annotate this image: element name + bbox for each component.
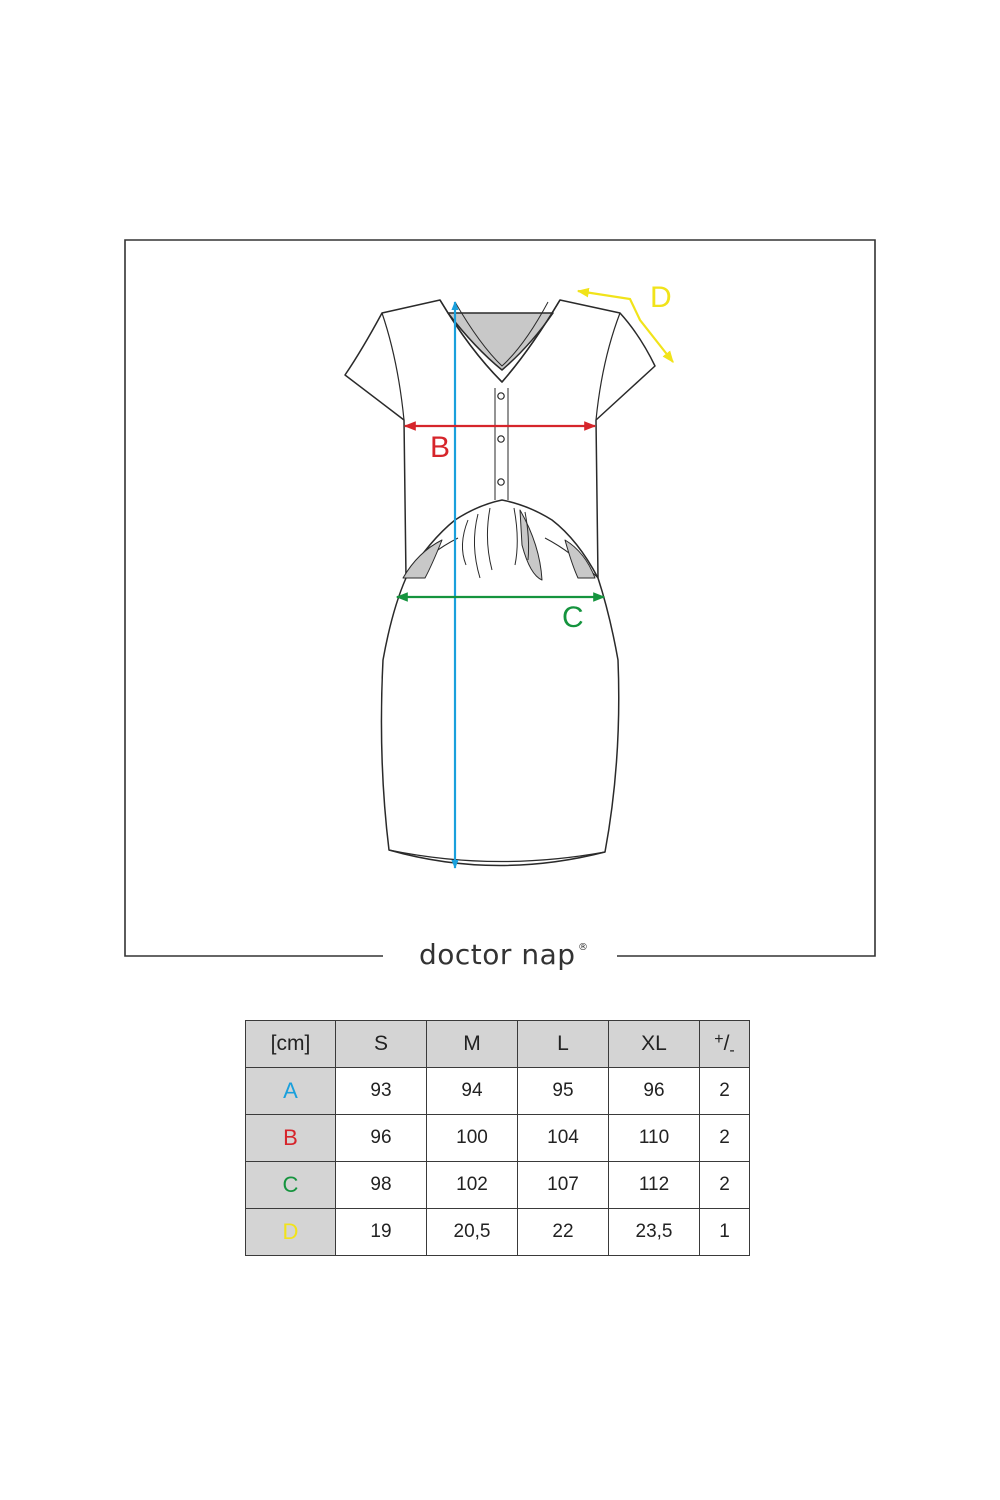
table-cell: 107 bbox=[518, 1162, 609, 1209]
brand-mark: ® bbox=[578, 942, 588, 953]
table-row bbox=[246, 1162, 750, 1209]
tolerance-cell: 2 bbox=[700, 1162, 750, 1209]
unit-header: [cm] bbox=[246, 1021, 336, 1068]
size-header-s: S bbox=[336, 1021, 427, 1068]
brand-name: doctor nap bbox=[419, 938, 576, 971]
dress-outline bbox=[345, 300, 655, 866]
label-b: B bbox=[430, 431, 451, 464]
table-row bbox=[246, 1115, 750, 1162]
brand-logo bbox=[419, 938, 588, 971]
table-cell: 20,5 bbox=[427, 1209, 518, 1256]
table-cell: 100 bbox=[427, 1115, 518, 1162]
table-cell: 102 bbox=[427, 1162, 518, 1209]
table-cell: 96 bbox=[609, 1068, 700, 1115]
table-cell: 112 bbox=[609, 1162, 700, 1209]
table-cell: 95 bbox=[518, 1068, 609, 1115]
row-label-d: D bbox=[246, 1209, 336, 1256]
row-label-a: A bbox=[246, 1068, 336, 1115]
tolerance-header bbox=[700, 1021, 750, 1068]
tolerance-cell: 2 bbox=[700, 1068, 750, 1115]
table-cell: 19 bbox=[336, 1209, 427, 1256]
table-row bbox=[246, 1068, 750, 1115]
table-cell: 94 bbox=[427, 1068, 518, 1115]
tolerance-cell: 2 bbox=[700, 1115, 750, 1162]
row-label-c: C bbox=[246, 1162, 336, 1209]
table-cell: 93 bbox=[336, 1068, 427, 1115]
table-row bbox=[246, 1209, 750, 1256]
row-label-b: B bbox=[246, 1115, 336, 1162]
tolerance-slash: / bbox=[723, 1032, 730, 1055]
label-d: D bbox=[650, 281, 672, 314]
size-header-xl: XL bbox=[609, 1021, 700, 1068]
label-c: C bbox=[562, 601, 584, 634]
table-cell: 96 bbox=[336, 1115, 427, 1162]
size-table bbox=[245, 1020, 750, 1256]
table-cell: 110 bbox=[609, 1115, 700, 1162]
table-cell: 22 bbox=[518, 1209, 609, 1256]
button-2 bbox=[498, 436, 504, 442]
table-cell: 104 bbox=[518, 1115, 609, 1162]
table-header-row bbox=[246, 1021, 750, 1068]
tolerance-minus: - bbox=[729, 1042, 735, 1059]
tolerance-plus: + bbox=[714, 1031, 724, 1048]
table-cell: 98 bbox=[336, 1162, 427, 1209]
size-header-l: L bbox=[518, 1021, 609, 1068]
tolerance-cell: 1 bbox=[700, 1209, 750, 1256]
button-3 bbox=[498, 479, 504, 485]
button-1 bbox=[498, 393, 504, 399]
table-cell: 23,5 bbox=[609, 1209, 700, 1256]
size-header-m: M bbox=[427, 1021, 518, 1068]
